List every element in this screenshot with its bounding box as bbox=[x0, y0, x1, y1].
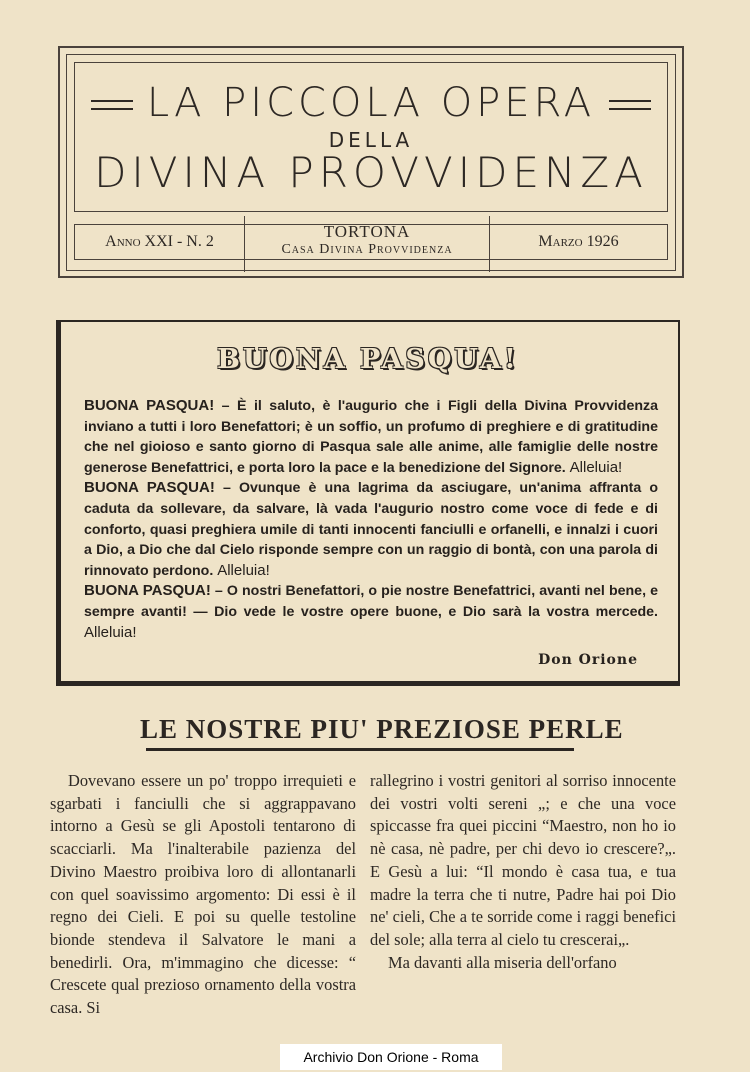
masthead-title-line1 bbox=[74, 80, 668, 126]
article-paragraph: rallegrino i vostri genitori al sorriso innocente dei vostri volti sereni „; e che una voce spiccasse fra quei piccini “Maestro, non ho io nè casa, nè padre, per chi devo io crescere?„. E Gesù a lui: “Il mondo è casa tua, e tua madre la terra che ti nutre, Padre hai poi Dio ne' cieli, Che a te sorride come i raggi benefici del sole; alla terra al cielo tu crescerai„. bbox=[370, 771, 676, 949]
article-paragraph: Dovevano essere un po' troppo irrequieti e sgarbati i fanciulli che si aggrappavano intorno a Gesù se gli Apostoli tentarono di scacciarli. Ma l'inalterabile pazienza del Divino Maestro proibiva loro di allontanarli con quel soavissimo argomento: Di essi è il regno dei Cieli. E poi su quelle testoline bionde stendeva il Salvatore le mani a benedirli. Ora, m'immagino che dicesse: “ Crescete qual prezioso ornamento della vostra casa. Si bbox=[50, 771, 356, 1018]
article-title-rule bbox=[146, 748, 574, 751]
alleluia: Alleluia! bbox=[84, 623, 137, 641]
ornament-dash-right bbox=[609, 100, 651, 110]
easter-heading: BUONA PASQUA! bbox=[217, 344, 519, 375]
greeting-text: – Ovunque è una lagrima da asciugare, un'anima affranta o caduta da sollevare, da salvare, là vada l'augurio nostro come voce di fede e di conforto, quasi preghiera umile di tanti innocenti fanciulli e orfanelli, e innalzi i cuori a Dio, a Dio che dal Cielo risponde sempre con un raggio di bontà, con una parola di rinnovato perdono. bbox=[84, 480, 659, 579]
easter-paragraph-1 bbox=[84, 396, 658, 478]
greeting-lead: BUONA PASQUA! bbox=[84, 582, 211, 600]
article-paragraph: Ma davanti alla miseria dell'orfano bbox=[388, 952, 617, 972]
masthead-title-line2: DELLA bbox=[328, 128, 414, 152]
greeting-lead: BUONA PASQUA! bbox=[84, 479, 215, 497]
alleluia: Alleluia! bbox=[217, 561, 270, 579]
publisher-town: TORTONA bbox=[323, 222, 411, 241]
issue-date: Marzo 1926 bbox=[490, 224, 668, 260]
greeting-text: – O nostri Benefattori, o pie nostre Benefattrici, avanti nel bene, e sempre avanti! — Dio vede le vostre opere buone, e Dio sarà la vostra mercede. bbox=[84, 583, 658, 620]
article-column-left bbox=[50, 770, 356, 1020]
masthead-title-line3: DIVINA PROVVIDENZA bbox=[94, 148, 648, 197]
easter-paragraph-2 bbox=[84, 478, 658, 581]
article-title: LE NOSTRE PIU' PREZIOSE PERLE bbox=[140, 714, 624, 744]
alleluia: Alleluia! bbox=[569, 458, 623, 476]
title-line1-text: LA PICCOLA OPERA bbox=[146, 80, 596, 126]
issue-number: Anno XXI - N. 2 bbox=[74, 224, 244, 260]
ornament-dash-left bbox=[91, 100, 133, 110]
greeting-lead: BUONA PASQUA! bbox=[84, 397, 215, 414]
publisher-house: Casa Divina Provvidenza bbox=[281, 242, 453, 257]
easter-paragraph-3 bbox=[84, 581, 658, 643]
signature: Don Orione bbox=[538, 652, 638, 668]
publisher-block bbox=[244, 216, 490, 272]
article-column-right bbox=[370, 770, 676, 974]
archive-label: Archivio Don Orione - Roma bbox=[280, 1044, 502, 1070]
greeting-text: – È il saluto, è l'augurio che i Figli della Divina Provvidenza inviano a tutti i loro Benefattori; è un soffio, un profumo di preghiere e di gratitudine che nel gioioso e santo giorno di Pasqua sale alle anime, alle famiglie delle nostre generose Benefattrici, e porta loro la pace e la benedizione del Signore. bbox=[84, 398, 658, 476]
easter-greeting-text bbox=[84, 396, 658, 643]
